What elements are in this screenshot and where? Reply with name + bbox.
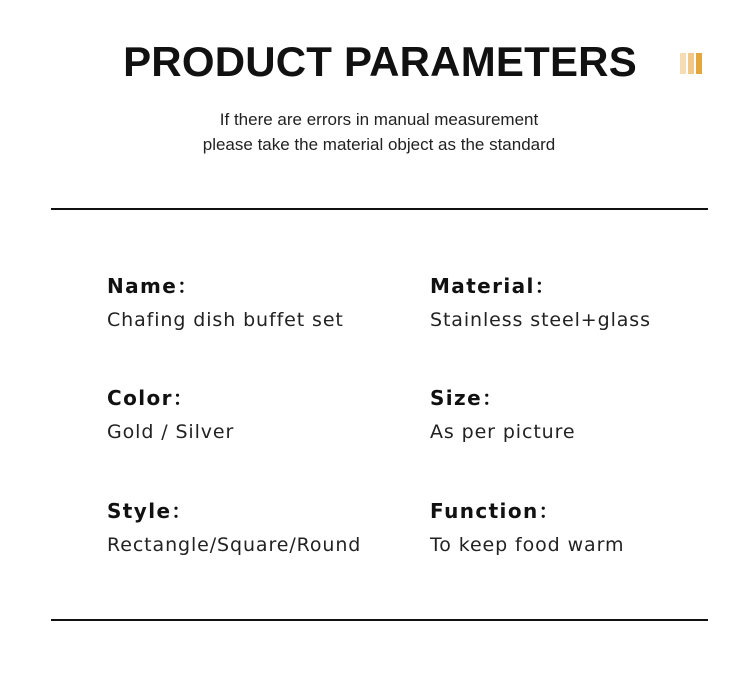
- stripe-medium: [688, 53, 694, 74]
- stripe-light: [680, 53, 686, 74]
- param-label: Function：: [430, 499, 560, 523]
- param-label: Name：: [107, 274, 199, 298]
- param-style: [107, 497, 361, 558]
- param-label: Size：: [430, 386, 504, 410]
- param-value: Gold / Silver: [107, 421, 235, 443]
- decorative-stripes-icon: [680, 53, 702, 74]
- param-value: Chafing dish buffet set: [107, 309, 344, 331]
- param-function: [430, 497, 624, 558]
- stripe-dark: [696, 53, 702, 74]
- param-color: [107, 384, 234, 445]
- param-material: [430, 272, 651, 333]
- param-value: To keep food warm: [430, 534, 625, 556]
- param-name: [107, 272, 344, 333]
- param-label: Style：: [107, 499, 193, 523]
- param-value: Stainless steel+glass: [430, 309, 651, 331]
- bottom-divider: [51, 619, 708, 621]
- subtitle: [0, 107, 750, 157]
- param-label: Material：: [430, 274, 557, 298]
- subtitle-line-1: If there are errors in manual measurement: [219, 110, 539, 129]
- param-label: Color：: [107, 386, 195, 410]
- subtitle-line-2: please take the material object as the standard: [202, 135, 556, 154]
- top-divider: [51, 208, 708, 210]
- page-title: PRODUCT PARAMETERS: [123, 38, 637, 85]
- param-size: [430, 384, 576, 445]
- param-value: Rectangle/Square/Round: [107, 534, 362, 556]
- param-value: As per picture: [430, 421, 576, 443]
